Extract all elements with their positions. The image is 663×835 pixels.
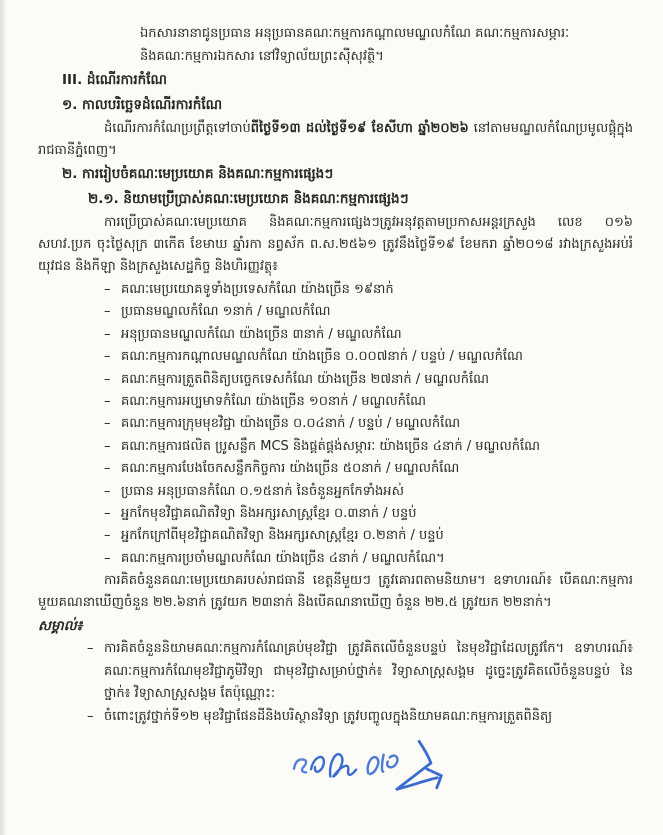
- section-1-paragraph-pre: ដំណើរការកំណែប្រព្រឹត្តទៅចាប់: [104, 121, 251, 136]
- list-item: – គណៈកម្មការបែងចែកសន្លឹកកិច្ចការ យ៉ាងច្រើន ៥០នាក់ / មណ្ឌលកំណែ: [104, 458, 633, 480]
- list-item: – គណៈកម្មការកណ្ដាលមណ្ឌលកំណែ យ៉ាងច្រើន ០.០០៧នាក់ / បន្ទប់ / មណ្ឌលកំណែ: [104, 346, 633, 368]
- section-2-1-closing-paragraph: ការគិតចំនួនគណៈមេប្រយោគរបស់រាជធានី ខេត្តនីមួយៗ ត្រូវគោរពតាមនិយាម។ ឧទាហរណ៍៖ បើគណៈកម្មការមួយគណនាឃើញចំនួន ២២.៦នាក់ ត្រូវយក ២៣នាក់ និងបើគណនាឃើញ ចំនួន ២២.៥ ត្រូវយក ២២នាក់។: [38, 573, 633, 611]
- section-1-heading: ១. កាលបរិច្ឆេទដំណើរការកំណែ: [62, 97, 223, 113]
- list-item: – អនុប្រធានមណ្ឌលកំណែ យ៉ាងច្រើន ៣នាក់ / មណ្ឌលកំណែ: [104, 324, 633, 346]
- section-1-paragraph-post: នៅតាមមណ្ឌលកំណែប្រមូលផ្ដុំក្នុងរាជធានីភ្នំពេញ។: [38, 121, 633, 158]
- signature-scribble: [287, 731, 519, 801]
- list-item: – អ្នកកែក្រៅពីមុខវិជ្ជាគណិតវិទ្យា និងអក្សរសាស្ត្រខ្មែរ ០.២នាក់ / បន្ទប់: [104, 525, 633, 547]
- list-item: – គណៈកម្មការផលិត ប្រូសន្លឹក MCS និងផ្គត់ផ្គង់សម្ភារៈ យ៉ាងច្រើន ៤នាក់ / មណ្ឌលកំណែ: [104, 436, 633, 458]
- note-item: – ការគិតចំនួននិយាមគណៈកម្មការកំណែគ្រប់មុខវិជ្ជា ត្រូវគិតលើចំនួនបន្ទប់ នៃមុខវិជ្ជាដែលត្រូវកែ។ ឧទាហរណ៍៖ គណៈកម្មការកំណែមុខវិជ្ជាភូមិវិទ្យា ជាមុខវិជ្ជាសម្រាប់ថ្នាក់៖ វិទ្យាសាស្ត្រសង្គម ដូច្នេះត្រូវគិតលើចំនួនបន្ទប់ នៃថ្នាក់៖ វិទ្យាសាស្ត្រសង្គម តែប៉ុណ្ណោះ:: [38, 638, 633, 705]
- section-2-1-paragraph: ការប្រើប្រាស់គណៈមេប្រយោគ និងគណៈកម្មការផ្សេងៗត្រូវអនុវត្តតាមប្រកាសអន្តរក្រសួង លេខ ០១៦ សហវ.ប្រក ចុះថ្ងៃសុក្រ ៣កើត ខែមាឃ ឆ្នាំរកា នព្វស័ក ព.ស.២៥៦១ ត្រូវនឹងថ្ងៃទី១៩ ខែមករា ឆ្នាំ២០១៨ រវាងក្រសួងអប់រំ យុវជន និងកីឡា និងក្រសួងសេដ្ឋកិច្ច និងហិរញ្ញវត្ថុ៖: [38, 215, 633, 274]
- section-2-1-heading: ២.១. និយាមប្រើប្រាស់គណៈមេប្រយោគ និងគណៈកម្មការផ្សេងៗ: [88, 191, 409, 207]
- section-1-paragraph: [38, 118, 633, 162]
- section-1-paragraph-dates: ពីថ្ងៃទី១៣ ដល់ថ្ងៃទី១៩ ខែសីហា ឆ្នាំ២០២៦: [250, 121, 469, 136]
- intro-paragraph: [140, 22, 633, 68]
- intro-line-1: ឯកសារនានាជូនប្រធាន អនុប្រធានគណៈកម្មការកណ្ដាលមណ្ឌលកំណែ គណៈកម្មការសម្ភារៈ: [140, 26, 570, 41]
- intro-line-2: និងគណៈកម្មការឯកសារ នៅវិទ្យាល័យព្រះស៊ីសុវត្ថិ។: [140, 49, 384, 64]
- section-2-heading: ២. ការរៀបចំគណៈមេប្រយោគ និងគណៈកម្មការផ្សេងៗ: [62, 166, 334, 182]
- committee-norm-list: [104, 279, 633, 570]
- list-item: – ប្រធានមណ្ឌលកំណែ ១នាក់ / មណ្ឌលកំណែ: [104, 301, 633, 323]
- list-item: – គណៈមេប្រយោគទូទាំងប្រទេសកំណែ យ៉ាងច្រើន ១៩នាក់: [104, 279, 633, 301]
- document-content: [38, 22, 633, 728]
- list-item: – ប្រធាន អនុប្រធានកំណែ ០.១៥នាក់ នៃចំនួនអ្នកកែទាំងអស់: [104, 481, 633, 503]
- note-item: – ចំពោះត្រូវថ្នាក់ទី១២ មុខវិជ្ជាផែនដីនិងបរិស្ថានវិទ្យា ត្រូវបញ្ចូលក្នុងនិយាមគណៈកម្មការត្រួតពិនិត្យ: [38, 706, 633, 728]
- list-item: – គណៈកម្មការប្រចាំមណ្ឌលកំណែ យ៉ាងច្រើន ៤នាក់ / មណ្ឌលកំណែ។: [104, 548, 633, 570]
- section-iii-heading: III. ដំណើរការកំណែ: [62, 72, 167, 88]
- list-item: – អ្នកកែមុខវិជ្ជាគណិតវិទ្យា និងអក្សរសាស្ត្រខ្មែរ ០.៣នាក់ / បន្ទប់: [104, 503, 633, 525]
- list-item: – គណៈកម្មការអប្បមាទកំណែ យ៉ាងច្រើន ១០នាក់ / មណ្ឌលកំណែ: [104, 391, 633, 413]
- notes-heading: សម្គាល់៖: [38, 618, 83, 635]
- signature-ink-icon: [287, 731, 519, 801]
- list-item: – គណៈកម្មការក្រុមមុខវិជ្ជា យ៉ាងច្រើន ០.០៤នាក់ / បន្ទប់ / មណ្ឌលកំណែ: [104, 413, 633, 435]
- notes-list: [38, 638, 633, 728]
- list-item: – គណៈកម្មការត្រួតពិនិត្យបច្ចេកទេសកំណែ យ៉ាងច្រើន ២៧នាក់ / មណ្ឌលកំណែ: [104, 369, 633, 391]
